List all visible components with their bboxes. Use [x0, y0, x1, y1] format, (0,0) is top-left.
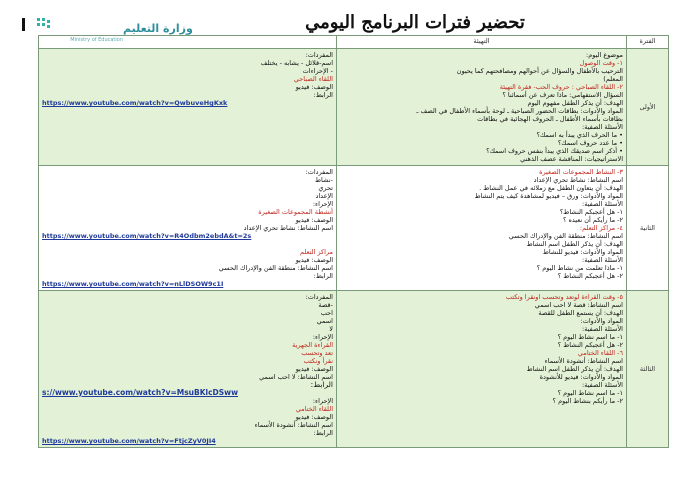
text-line: الإعداد	[315, 192, 333, 200]
text-line: السؤال الاستفهامي: ماذا تعرف عن أسمائنا ؟	[502, 91, 623, 99]
page-title: تحضير فترات البرنامج اليومي	[305, 12, 525, 33]
text-line: الوصف: فيديو	[295, 256, 333, 264]
text-line: اسمي	[316, 317, 333, 325]
text-line: المعلم)	[603, 75, 623, 83]
text-line: الإحراء:	[312, 333, 333, 341]
text-line: اسم النشاط: قصة لا احب اسمي	[534, 301, 623, 309]
section-heading: القراءة الجهرية	[292, 341, 333, 349]
text-line: الهدف: أن يذكر الطفل مفهوم اليوم	[527, 99, 623, 107]
text-line: الإحراء:	[312, 397, 333, 405]
text-line: الوصف: فيديو	[295, 365, 333, 373]
text-line: المفردات:	[305, 51, 333, 59]
text-line: المواد والأدوات: بطاقات الحضور الصباحية ـ لوحة بأسماء الأطفال في الصف ـ	[416, 107, 623, 115]
table-header-row	[39, 36, 669, 49]
text-line: ٢- هل أعجبكم النشاط ؟	[557, 341, 623, 349]
text-line: الأسئلة الصفية:	[582, 325, 623, 333]
header-content	[39, 36, 337, 49]
schedule-table	[38, 35, 669, 448]
text-line: الوصف: فيديو	[295, 413, 333, 421]
text-line: المواد والأدوات: ورق – فيديو لمشاهدة كيف يتم النشاط	[474, 192, 623, 200]
table-row	[39, 166, 669, 291]
section-heading: ١- وقت الوصول	[579, 59, 623, 67]
preparation-cell	[337, 49, 627, 166]
text-line: • ما الحرف الذي يبدأ به اسمك؟	[536, 131, 623, 139]
text-line: الترحيب بالأطفال والسؤال عن أحوالهم ومصافحتهم كما يحيون	[456, 67, 623, 75]
text-line: الهدف: أن يذكر الطفل اسم النشاط	[526, 240, 623, 248]
text-line: اسم النشاط: نشاط تحري الإعداد	[533, 176, 623, 184]
text-line: ١- ما اسم نشاط اليوم ؟	[557, 389, 623, 397]
text-line: الوصف: فيديو	[295, 83, 333, 91]
text-line: اسم-قلائل - يشابه - يختلف	[260, 59, 333, 67]
text-line	[42, 240, 333, 248]
text-line: اسم النشاط: نشاط تحري الإعداد	[243, 224, 333, 232]
text-line: الرابط:	[313, 429, 333, 437]
video-link[interactable]: https://www.youtube.com/watch?v=FtjcZyV0JI4	[42, 437, 216, 445]
text-line: الوصف: فيديو	[295, 216, 333, 224]
section-heading: ٣- النشاط المجموعات الصغيرة	[539, 168, 623, 176]
section-heading: مراكز التعلم	[300, 248, 333, 256]
text-line: ٢- ما رأيكم أن نعيده ؟	[562, 216, 623, 224]
section-heading: تعد وتحسب	[301, 349, 333, 357]
text-line: بطاقات بأسماء الأطفال ـ الحروف الهجائية في بطاقات	[477, 115, 623, 123]
section-heading: ٤- مراكز التعلم:	[579, 224, 623, 232]
logo-subtext: Ministry of Education	[70, 37, 123, 43]
text-line: موضوع اليوم:	[586, 51, 623, 59]
preparation-cell	[337, 166, 627, 291]
text-line: ١- هل أعجبكم النشاط؟	[559, 208, 623, 216]
text-line: الأسئلة الصفية:	[582, 200, 623, 208]
text-line: الهدف: أن يستمع الطفل للقصة	[538, 309, 623, 317]
section-heading: ٥- وقت القراءة لوتعد وتحسب اونقرا وتكتب	[505, 293, 623, 301]
video-link[interactable]: https://www.youtube.com/watch?v=R4Odbm2ebdA&t=2s	[42, 232, 252, 240]
section-heading: ٦- اللقاء الختامي	[577, 349, 623, 357]
table-body	[39, 49, 669, 448]
text-line: لا	[329, 325, 333, 333]
text-line: • ما عدد حروف اسمك؟	[557, 139, 623, 147]
text-line: اسم النشاط: أنشودة الأسماء	[544, 357, 623, 365]
text-line: الإحراء:	[312, 200, 333, 208]
video-link[interactable]: https://www.youtube.com/watch?v=QwbuveHgKxk	[42, 99, 228, 107]
text-line: المفردات:	[305, 168, 333, 176]
table-row	[39, 291, 669, 448]
section-heading: اللقاء الصباحي	[293, 75, 333, 83]
content-cell	[39, 291, 337, 448]
text-line: اسم النشاط: لا احب اسمي	[259, 373, 333, 381]
text-line: اسم النشاط: منطقة الفن والإدراك الحسي	[508, 232, 623, 240]
header-preparation: التهيئة	[337, 36, 627, 49]
text-line: الرابط:	[313, 91, 333, 99]
text-line: اسم النشاط: أنشودة الأسماء	[254, 421, 333, 429]
text-line: ١- ما اسم نشاط اليوم ؟	[557, 333, 623, 341]
text-line: الرابط:	[313, 272, 333, 280]
text-line: المواد والأدوات: فيديو للأنشودة	[539, 373, 623, 381]
period-cell: الأولى	[627, 49, 669, 166]
section-heading: اللقاء الختامي	[295, 405, 333, 413]
content-cell	[39, 49, 337, 166]
text-line: المواد والأدوات: فيديو للنشاط	[542, 248, 623, 256]
text-line: • أذكر اسم صديقك الذي يبدأ بنفس حروف اسمك؟	[486, 147, 623, 155]
text-line: - الإحراءات	[302, 67, 333, 75]
section-heading: أنشطة المجموعات الصغيرة	[258, 208, 333, 216]
logo-text: وزارة التعليم	[123, 22, 193, 35]
text-line: المواد والأدوات:	[580, 317, 623, 325]
content-cell	[39, 166, 337, 291]
text-line: احب	[320, 309, 333, 317]
period-cell: الثالثة	[627, 291, 669, 448]
text-line: المفردات:	[305, 293, 333, 301]
section-heading: ٢- اللقاء الصباحي : حروف الحب- فقرة التهيئة	[499, 83, 623, 91]
text-line: الأسئلة الصفية:	[582, 123, 623, 131]
text-line: ٢- ما رأيكم بنشاط اليوم ؟	[552, 397, 623, 405]
text-line: الهدف: أن يذكر الطفل اسم النشاط	[526, 365, 623, 373]
text-line: -قصة	[318, 301, 333, 309]
text-line: اسم النشاط: منطقة الفن والإدراك الحسي	[218, 264, 333, 272]
text-line: الهدف: أن يتعاون الطفل مع زملائه في عمل النشاط .	[479, 184, 623, 192]
header-period: الفترة	[627, 36, 669, 49]
text-line: -نشاط	[315, 176, 333, 184]
text-line: الأسئلة الصفية:	[582, 256, 623, 264]
section-heading: نقرأ ونكتب	[303, 357, 333, 365]
text-line: تحري	[318, 184, 333, 192]
text-line: الاستراتيجيات: المناقشة عصف الذهني	[520, 155, 623, 163]
text-line: الأسئلة الصفية:	[582, 381, 623, 389]
video-link[interactable]: https://www.youtube.com/watch?v=nLlDSOW9c1I	[42, 280, 224, 288]
text-line: ٢- هل أعجبكم النشاط ؟	[557, 272, 623, 280]
text-line: ١- ماذا تعلمت من نشاط اليوم ؟	[536, 264, 623, 272]
period-cell: الثانية	[627, 166, 669, 291]
video-link[interactable]: s://www.youtube.com/watch?v=MsuBKlcDSww	[42, 388, 239, 397]
preparation-cell	[337, 291, 627, 448]
table-row	[39, 49, 669, 166]
page-edge-mark	[22, 18, 25, 31]
text-line: الرابط:	[310, 380, 333, 389]
